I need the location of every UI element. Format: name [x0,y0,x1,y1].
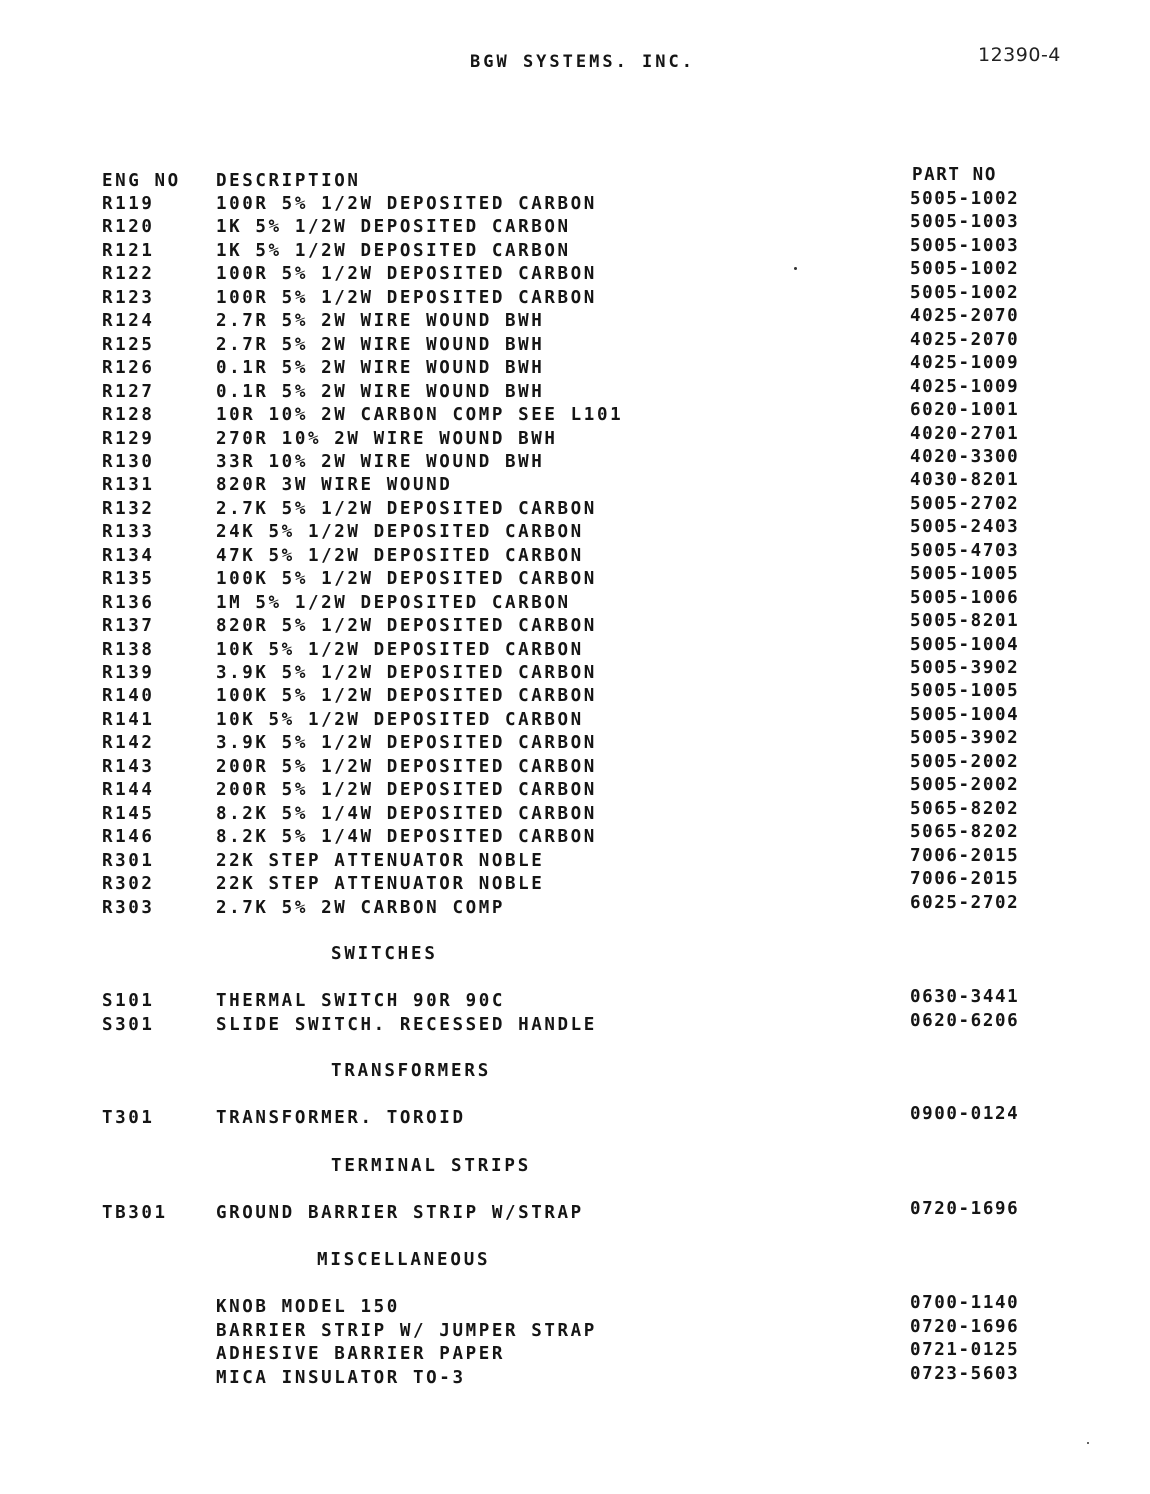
description-cell: 200R 5% 1/2W DEPOSITED CARBON [216,780,597,801]
part-no-cell: 5005-1002 [910,259,1020,280]
description-cell: THERMAL SWITCH 90R 90C [216,991,505,1011]
description-cell: KNOB MODEL 150 [216,1297,400,1317]
description-cell: 24K 5% 1/2W DEPOSITED CARBON [216,522,584,543]
part-no-cell: 4020-2701 [910,423,1020,444]
eng-no-cell: S301 [102,1015,155,1035]
table-row [0,1199,1150,1225]
document-number: 12390-4 [978,44,1061,66]
description-cell: 2.7K 5% 1/2W DEPOSITED CARBON [216,498,597,519]
description-cell: 820R 5% 1/2W DEPOSITED CARBON [216,616,597,637]
description-cell: TRANSFORMER. TOROID [216,1108,466,1128]
eng-no-cell: R128 [102,405,155,426]
eng-no-cell: R135 [102,569,155,590]
part-no-cell: 0723-5603 [910,1363,1020,1384]
description-cell: 0.1R 5% 2W WIRE WOUND BWH [216,358,545,379]
part-no-cell: 5005-1003 [910,235,1020,256]
description-cell: 2.7K 5% 2W CARBON COMP [216,897,505,918]
part-no-cell: 0720-1696 [910,1316,1020,1337]
description-cell: 47K 5% 1/2W DEPOSITED CARBON [216,545,584,566]
part-no-cell: 5005-2002 [910,751,1020,772]
eng-no-cell: R120 [102,217,155,238]
description-cell: 10R 10% 2W CARBON COMP SEE L101 [216,405,624,426]
eng-no-cell: R136 [102,592,155,613]
part-no-cell: 0900-0124 [910,1104,1020,1124]
part-no-cell: 5065-8202 [910,822,1020,843]
table-row [0,987,1150,1013]
description-cell: SLIDE SWITCH. RECESSED HANDLE [216,1015,597,1035]
eng-no-cell: T301 [102,1108,155,1128]
eng-no-cell: R142 [102,733,155,754]
eng-no-cell: S101 [102,991,155,1011]
eng-no-cell: R125 [102,334,155,355]
eng-no-cell: R146 [102,827,155,848]
part-no-cell: 5005-8201 [910,611,1020,632]
description-cell: ADHESIVE BARRIER PAPER [216,1344,505,1364]
table-row [0,1363,1150,1390]
eng-no-cell: R130 [102,451,155,472]
description-cell: 100R 5% 1/2W DEPOSITED CARBON [216,264,597,285]
part-no-cell: 5005-1002 [910,189,1020,209]
eng-no-cell: R127 [102,381,155,402]
description-cell: 10K 5% 1/2W DEPOSITED CARBON [216,709,584,730]
part-no-cell: 4025-1009 [910,353,1020,374]
part-no-cell: 5005-1005 [910,681,1020,702]
part-no-cell: 7006-2015 [910,869,1020,890]
part-no-cell: 5005-2702 [910,493,1020,514]
table-row [0,1011,1150,1037]
part-no-cell: 5005-1005 [910,564,1020,585]
description-cell: 1M 5% 1/2W DEPOSITED CARBON [216,592,571,613]
scan-speck [794,267,797,270]
description-cell: BARRIER STRIP W/ JUMPER STRAP [216,1320,597,1341]
part-no-cell: 5005-1006 [910,587,1020,608]
eng-no-cell: R123 [102,287,155,308]
description-cell: 1K 5% 1/2W DEPOSITED CARBON [216,217,571,238]
eng-no-cell: R129 [102,428,155,449]
eng-no-cell: R124 [102,311,155,332]
eng-no-cell: R134 [102,545,155,566]
description-cell: MICA INSULATOR TO-3 [216,1367,466,1388]
description-cell: 820R 3W WIRE WOUND [216,475,453,496]
description-cell: 200R 5% 1/2W DEPOSITED CARBON [216,756,597,777]
part-no-cell: 4025-2070 [910,306,1020,327]
part-no-cell: 4020-3300 [910,446,1020,467]
part-no-cell: 7006-2015 [910,845,1020,866]
part-no-cell: 5005-1002 [910,282,1020,303]
description-cell: 0.1R 5% 2W WIRE WOUND BWH [216,381,545,402]
part-no-cell: 5005-1004 [910,634,1020,655]
switches-heading: SWITCHES [331,944,438,964]
part-no-cell: 5005-4703 [910,540,1020,561]
part-no-cell: 0700-1140 [910,1293,1020,1313]
part-no-cell: 0720-1696 [910,1199,1020,1219]
description-cell: 100R 5% 1/2W DEPOSITED CARBON [216,287,597,308]
terminal-strips-heading: TERMINAL STRIPS [331,1156,532,1176]
description-cell: 100R 5% 1/2W DEPOSITED CARBON [216,194,597,214]
description-cell: 2.7R 5% 2W WIRE WOUND BWH [216,334,545,355]
eng-no-cell: R133 [102,522,155,543]
eng-no-cell: R131 [102,475,155,496]
eng-no-cell: R303 [102,897,155,918]
description-cell: 22K STEP ATTENUATOR NOBLE [216,850,545,871]
description-cell: 100K 5% 1/2W DEPOSITED CARBON [216,569,597,590]
description-cell: 8.2K 5% 1/4W DEPOSITED CARBON [216,827,597,848]
part-no-cell: 4025-1009 [910,376,1020,397]
part-no-cell: 0721-0125 [910,1340,1020,1360]
eng-no-cell: R119 [102,194,155,214]
eng-no-cell: R122 [102,264,155,285]
eng-no-header: ENG NO [102,171,181,191]
eng-no-cell: R301 [102,850,155,871]
eng-no-cell: R140 [102,686,155,707]
eng-no-cell: R121 [102,240,155,261]
part-no-cell: 5005-3902 [910,728,1020,749]
description-cell: 33R 10% 2W WIRE WOUND BWH [216,451,545,472]
eng-no-cell: R145 [102,803,155,824]
part-no-cell: 5065-8202 [910,798,1020,819]
description-cell: 100K 5% 1/2W DEPOSITED CARBON [216,686,597,707]
eng-no-cell: R302 [102,874,155,895]
description-cell: 10K 5% 1/2W DEPOSITED CARBON [216,639,584,660]
description-cell: 3.9K 5% 1/2W DEPOSITED CARBON [216,733,597,754]
part-no-cell: 5005-2403 [910,517,1020,538]
part-no-cell: 6020-1001 [910,400,1020,421]
description-header: DESCRIPTION [216,171,361,191]
part-no-cell: 4025-2070 [910,329,1020,350]
description-cell: 3.9K 5% 1/2W DEPOSITED CARBON [216,663,597,683]
eng-no-cell: R132 [102,498,155,519]
eng-no-cell: R126 [102,358,155,379]
description-cell: 22K STEP ATTENUATOR NOBLE [216,874,545,895]
part-no-cell: 0630-3441 [910,987,1020,1007]
table-row [0,892,1150,920]
part-no-cell: 0620-6206 [910,1011,1020,1031]
eng-no-cell: R144 [102,780,155,801]
description-cell: 270R 10% 2W WIRE WOUND BWH [216,428,558,449]
part-no-cell: 5005-1003 [910,212,1020,233]
eng-no-cell: R143 [102,756,155,777]
part-no-cell: 5005-2002 [910,775,1020,796]
eng-no-cell: R137 [102,616,155,637]
description-cell: 1K 5% 1/2W DEPOSITED CARBON [216,240,571,261]
part-no-cell: 4030-8201 [910,470,1020,491]
part-no-header: PART NO [912,165,997,185]
part-no-cell: 5005-1004 [910,704,1020,725]
miscellaneous-heading: MISCELLANEOUS [317,1250,491,1270]
eng-no-cell: R138 [102,639,155,660]
description-cell: 8.2K 5% 1/4W DEPOSITED CARBON [216,803,597,824]
description-cell: 2.7R 5% 2W WIRE WOUND BWH [216,311,545,332]
scan-speck [1087,1442,1089,1444]
transformers-heading: TRANSFORMERS [331,1061,492,1081]
company-name: BGW SYSTEMS. INC. [470,52,695,72]
eng-no-cell: TB301 [102,1203,168,1223]
description-cell: GROUND BARRIER STRIP W/STRAP [216,1203,584,1223]
part-no-cell: 5005-3902 [910,658,1020,678]
table-row [0,1104,1150,1130]
eng-no-cell: R139 [102,663,155,683]
part-no-cell: 6025-2702 [910,892,1020,913]
eng-no-cell: R141 [102,709,155,730]
